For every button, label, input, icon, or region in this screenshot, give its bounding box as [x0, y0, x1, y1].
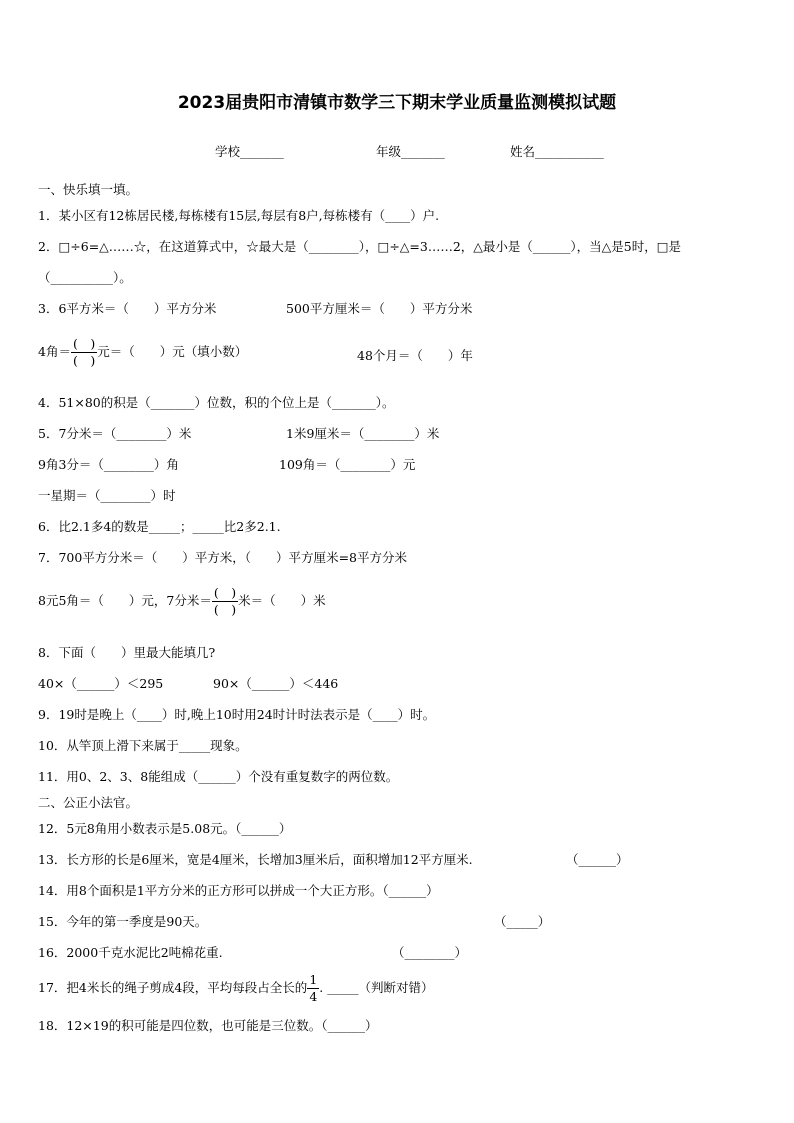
fraction-7b	[212, 585, 238, 618]
question-12: 12．5元8角用小数表示是5.08元。（______）	[38, 821, 292, 836]
grade-field: 年级_______	[376, 144, 445, 159]
fraction-17-numerator: 1	[309, 972, 318, 987]
question-9: 9．19时是晚上（____）时,晚上10时用24时计时法表示是（____）时。	[38, 707, 436, 722]
section-heading-1: 一、快乐填一填。	[38, 182, 139, 197]
question-3-part-c	[38, 336, 247, 369]
fraction-3c-denominator: ( )	[72, 353, 96, 368]
question-7b-prefix: 8元5角＝（ ）元，7分米＝	[38, 593, 212, 608]
question-11: 11．用0、2、3、8能组成（______）个没有重复数字的两位数。	[38, 769, 399, 784]
question-15: 15．今年的第一季度是90天。	[38, 914, 208, 929]
fraction-7b-numerator: ( )	[213, 585, 237, 600]
question-8: 8．下面（ ）里最大能填几?	[38, 645, 216, 660]
question-17-suffix: . _____（判断对错）	[319, 980, 434, 995]
question-17-prefix: 17．把4米长的绳子剪成4段，平均每段占全长的	[38, 980, 308, 995]
question-16: 16．2000千克水泥比2吨棉花重.	[38, 945, 223, 960]
question-3c-suffix: 元＝（ ）元（填小数）	[97, 344, 248, 359]
question-5-part-e: 一星期＝（________）时	[38, 488, 176, 503]
question-5-part-b: 1米9厘米＝（________）米	[286, 426, 440, 441]
school-field: 学校_______	[215, 144, 284, 159]
question-1: 1．某小区有12栋居民楼,每栋楼有15层,每层有8户,每栋楼有（____）户.	[38, 208, 440, 223]
page-title: 2023届贵阳市清镇市数学三下期末学业质量监测模拟试题	[177, 93, 617, 113]
question-13: 13．长方形的长是6厘米，宽是4厘米，长增加3厘米后，面积增加12平方厘米.	[38, 852, 473, 867]
question-8-part-b: 90×（______）＜446	[213, 676, 339, 691]
question-4: 4．51×80的积是（_______）位数，积的个位上是（_______）。	[38, 395, 395, 410]
question-3-part-a: 3．6平方米＝（ ）平方分米	[38, 301, 217, 316]
question-2-line-1: 2．□÷6=△……☆，在这道算式中，☆最大是（________），□÷△=3……2，△最小是（______），当△是5时，□是	[38, 239, 682, 254]
question-3c-prefix: 4角＝	[38, 344, 71, 359]
question-15-answer-blank: （_____）	[494, 914, 551, 929]
question-16-answer-blank: （________）	[392, 945, 468, 960]
fraction-17	[307, 972, 319, 1005]
question-5-part-d: 109角＝（________）元	[279, 457, 416, 472]
question-2-line-2: （__________）。	[38, 270, 132, 285]
question-13-answer-blank: （______）	[566, 852, 629, 867]
question-8-part-a: 40×（______）＜295	[38, 676, 164, 691]
question-10: 10．从竿顶上滑下来属于_____现象。	[38, 738, 248, 753]
fraction-3c	[71, 336, 97, 369]
question-5-part-a: 5．7分米＝（________）米	[38, 426, 192, 441]
fraction-3c-numerator: ( )	[72, 336, 96, 351]
question-17	[38, 972, 433, 1005]
question-5-part-c: 9角3分＝（________）角	[38, 457, 179, 472]
question-3-part-d: 48个月＝（ ）年	[357, 348, 473, 363]
question-7-line-1: 7．700平方分米＝（ ）平方米，（ ）平方厘米=8平方分米	[38, 550, 407, 565]
name-field: 姓名___________	[510, 144, 604, 159]
question-14: 14．用8个面积是1平方分米的正方形可以拼成一个大正方形。（______）	[38, 883, 439, 898]
question-18: 18．12×19的积可能是四位数，也可能是三位数。（______）	[38, 1018, 378, 1033]
section-heading-2: 二、公正小法官。	[38, 795, 139, 810]
question-7-line-2	[38, 585, 326, 618]
question-6: 6．比2.1多4的数是_____；_____比2多2.1.	[38, 519, 281, 534]
fraction-17-denominator: 4	[309, 989, 318, 1004]
question-7b-suffix: 米＝（ ）米	[238, 593, 326, 608]
fraction-7b-denominator: ( )	[213, 602, 237, 617]
question-3-part-b: 500平方厘米＝（ ）平方分米	[286, 301, 473, 316]
